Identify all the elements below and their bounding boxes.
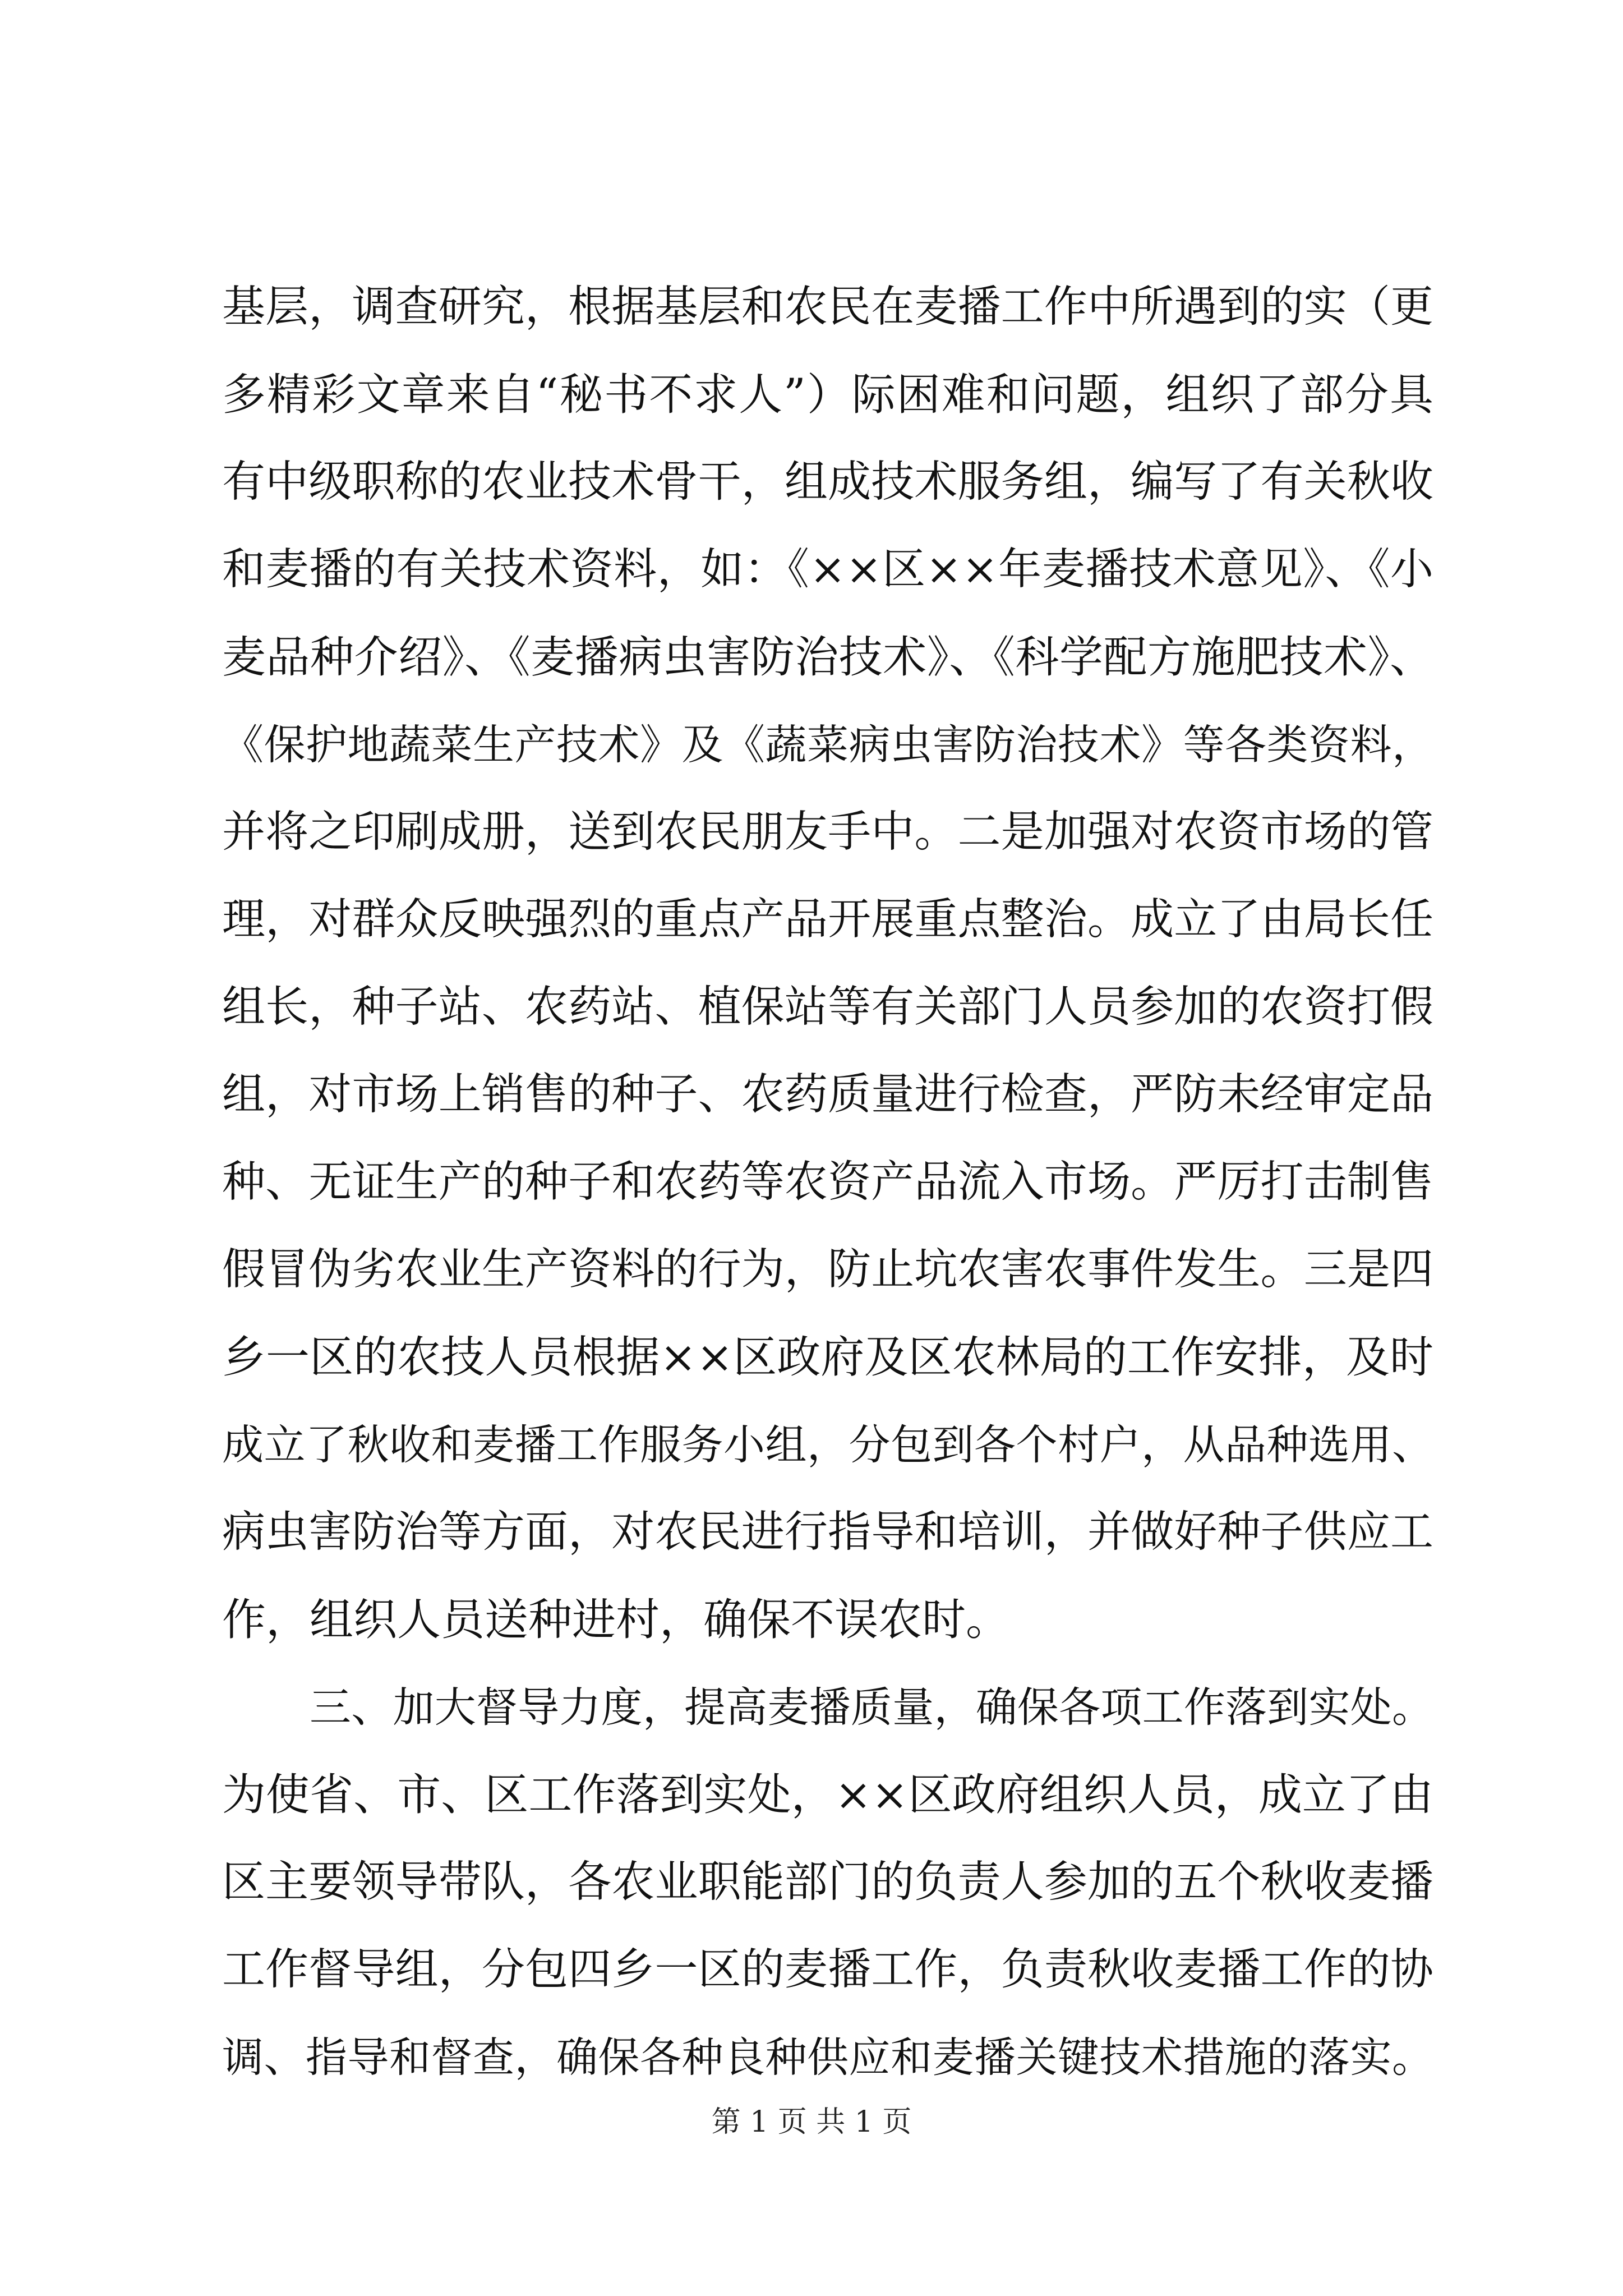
page-number-footer: 第 1 页 共 1 页 [711,2105,912,2139]
text-line-18: 为使省、市、区工作落到实处，××区政府组织人员，成立了由 [222,1770,1433,1820]
body-text [222,264,1433,2101]
text-line-3: 有中级职称的农业技术骨干，组成技术服务组，编写了有关秋收 [222,457,1433,507]
text-line-16: 作，组织人员送种进村，确保不误农时。 [222,1595,1010,1645]
text-line-2: 多精彩文章来自“秘书不求人”）际困难和问题，组织了部分具 [222,370,1433,420]
text-line-8: 理，对群众反映强烈的重点产品开展重点整治。成立了由局长任 [222,895,1433,945]
text-line-20: 工作督导组，分包四乡一区的麦播工作，负责秋收麦播工作的协 [222,1945,1433,1995]
text-line-9: 组长，种子站、农药站、植保站等有关部门人员参加的农资打假 [222,982,1433,1032]
text-line-11: 种、无证生产的种子和农药等农资产品流入市场。严厉打击制售 [222,1157,1433,1207]
text-line-7: 并将之印刷成册，送到农民朋友手中。二是加强对农资市场的管 [222,807,1433,857]
text-line-13: 乡一区的农技人员根据××区政府及区农林局的工作安排，及时 [222,1332,1433,1383]
text-line-5: 麦品种介绍》、《麦播病虫害防治技术》、《科学配方施肥技术》、 [222,632,1433,683]
text-line-19: 区主要领导带队，各农业职能部门的负责人参加的五个秋收麦播 [222,1857,1433,1907]
text-line-1: 基层，调查研究，根据基层和农民在麦播工作中所遇到的实（更 [222,282,1433,332]
section-heading-three: 三、加大督导力度，提高麦播质量，确保各项工作落到实处。 [310,1683,1433,1732]
text-line-10: 组，对市场上销售的种子、农药质量进行检查，严防未经审定品 [222,1070,1433,1120]
text-line-6: 《保护地蔬菜生产技术》及《蔬菜病虫害防治技术》等各类资料， [222,721,1433,769]
text-line-21: 调、指导和督查，确保各种良种供应和麦播关键技术措施的落实。 [222,2033,1433,2082]
text-line-12: 假冒伪劣农业生产资料的行为，防止坑农害农事件发生。三是四 [222,1245,1433,1295]
text-line-4: 和麦播的有关技术资料，如：《××区××年麦播技术意见》、《小 [222,545,1433,595]
text-line-15: 病虫害防治等方面，对农民进行指导和培训，并做好种子供应工 [222,1507,1433,1557]
text-line-14: 成立了秋收和麦播工作服务小组，分包到各个村户，从品种选用、 [222,1421,1433,1469]
